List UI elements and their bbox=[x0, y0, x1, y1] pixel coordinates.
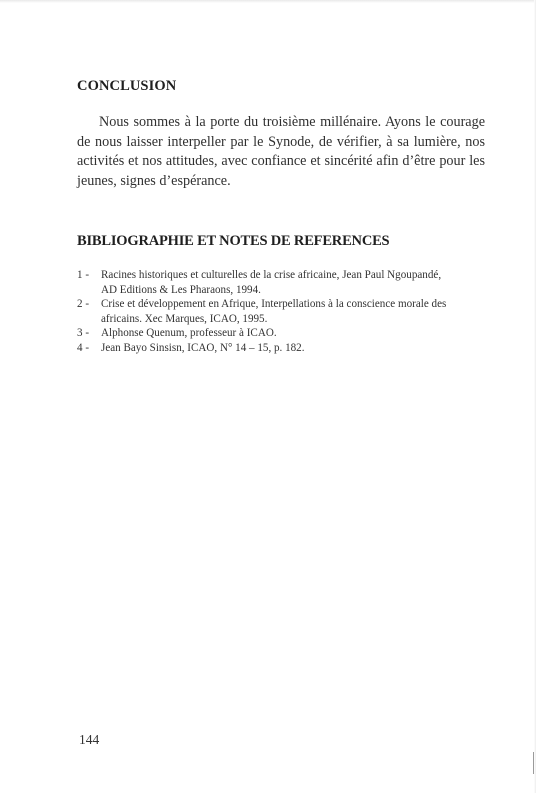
reference-item bbox=[77, 326, 497, 341]
paragraph-line: Nous sommes à la porte du troisième millénaire. Ayons le courage bbox=[99, 114, 485, 130]
reference-number: 3 - bbox=[77, 327, 90, 339]
reference-item bbox=[77, 341, 497, 356]
reference-line: AD Editions & Les Pharaons, 1994. bbox=[101, 283, 261, 296]
scan-edge-top bbox=[0, 0, 536, 3]
reference-line: Crise et développement en Afrique, Interpellations à la conscience morale des bbox=[101, 298, 447, 310]
reference-line: Alphonse Quenum, professeur à ICAO. bbox=[101, 327, 277, 339]
reference-list bbox=[77, 268, 497, 355]
page-number: 144 bbox=[79, 732, 100, 747]
reference-line: Racines historiques et culturelles de la crise africaine, Jean Paul Ngoupandé, bbox=[101, 269, 442, 281]
paragraph-line: jeunes, signes d’espérance. bbox=[77, 172, 231, 189]
conclusion-heading: CONCLUSION bbox=[77, 78, 177, 94]
reference-text bbox=[101, 341, 497, 356]
reference-item bbox=[77, 297, 497, 326]
reference-text bbox=[101, 268, 497, 297]
scan-mark bbox=[533, 752, 534, 774]
reference-text bbox=[101, 297, 497, 326]
reference-line: africains. Xec Marques, ICAO, 1995. bbox=[101, 312, 268, 325]
paragraph-line: activités et nos attitudes, avec confiance et sincérité afin d’être pour les bbox=[77, 153, 485, 169]
reference-number: 2 - bbox=[77, 298, 90, 310]
bibliography-heading: BIBLIOGRAPHIE ET NOTES DE REFERENCES bbox=[77, 233, 390, 249]
paragraph-line: de nous laisser interpeller par le Synode, de vérifier, à sa lumière, nos bbox=[77, 133, 485, 150]
reference-number: 4 - bbox=[77, 341, 90, 354]
reference-line: Jean Bayo Sinsisn, ICAO, N° 14 – 15, p. 182. bbox=[101, 341, 305, 354]
reference-text bbox=[101, 326, 497, 341]
reference-item bbox=[77, 268, 497, 297]
conclusion-paragraph bbox=[77, 113, 485, 191]
reference-number: 1 - bbox=[77, 269, 90, 281]
